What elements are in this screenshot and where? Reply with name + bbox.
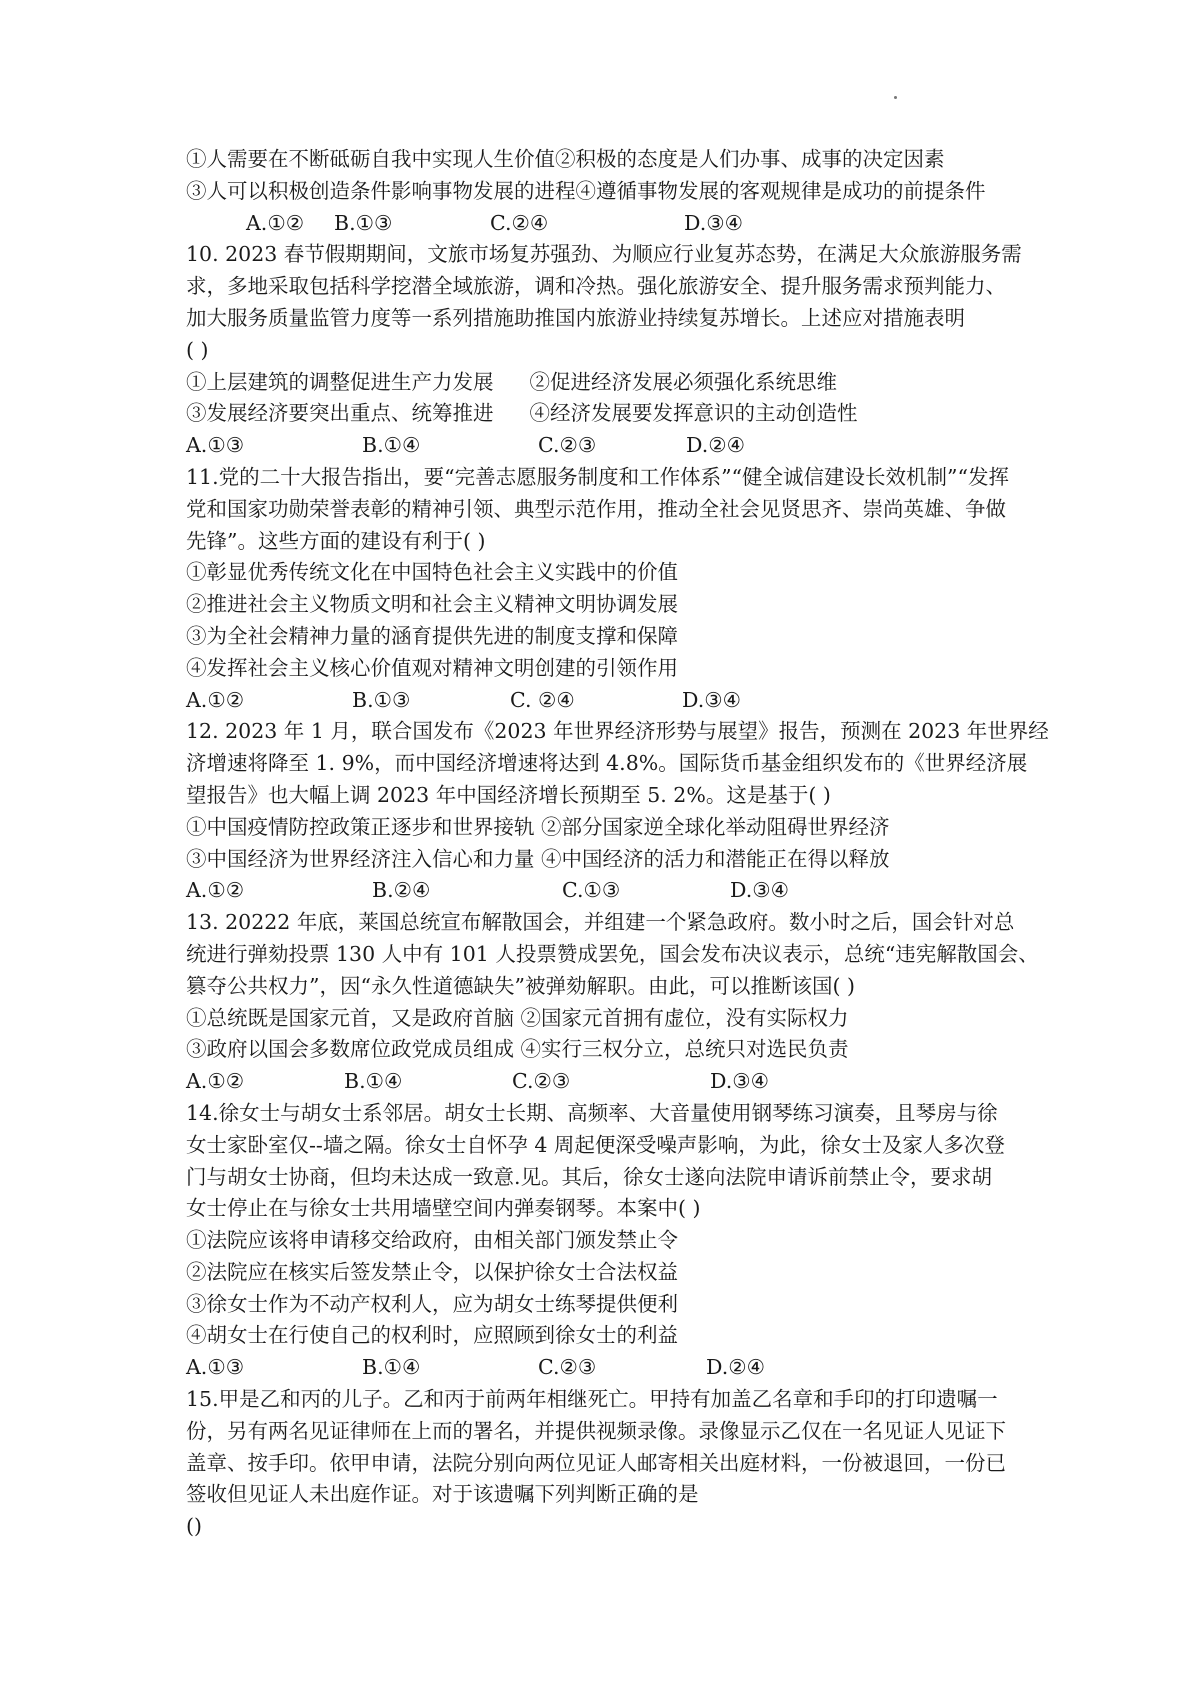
q14-stem-3: 门与胡女士协商，但均未达成一致意.见。其后，徐女士遂向法院申请诉前禁止令，要求胡: [186, 1164, 993, 1189]
q9-options: [186, 208, 1030, 240]
q10-options: [186, 430, 1030, 462]
q11-option-c: C. ②④: [510, 687, 575, 712]
q10-stem-1: 10. 2023 春节假期期间，文旅市场复苏强劲、为顺应行业复苏态势，在满足大众旅游服务需: [186, 242, 1022, 267]
q10-answer-blank: ( ): [186, 337, 209, 362]
q10-option-b: B.①④: [362, 433, 421, 458]
q12-option-c: C.①③: [562, 878, 621, 903]
q11-statement-3: ③为全社会精神力量的涵育提供先进的制度支撑和保障: [186, 623, 678, 648]
q10-statement-2: ②促进经济发展必须强化系统思维: [529, 369, 837, 394]
q14-statement-1: ①法院应该将申请移交给政府，由相关部门颁发禁止令: [186, 1228, 678, 1253]
q13-stem-2: 统进行弹劾投票 130 人中有 101 人投票赞成罢免，国会发布决议表示，总统“违宪解散国会、: [186, 941, 1039, 966]
q10-statements-row-2: [186, 398, 1030, 430]
q13-statements-row-1: ①总统既是国家元首，又是政府首脑 ②国家元首拥有虚位，没有实际权力: [186, 1005, 849, 1030]
q14-statement-3: ③徐女士作为不动产权利人，应为胡女士练琴提供便利: [186, 1291, 678, 1316]
scan-dot: [894, 96, 897, 99]
q15-answer-blank: (): [186, 1514, 202, 1539]
q15-stem-4: 签收但见证人未出庭作证。对于该遗嘱下列判断正确的是: [186, 1482, 699, 1507]
q14-stem-2: 女士家卧室仅--墙之隔。徐女士自怀孕 4 周起便深受噪声影响，为此，徐女士及家人多次登: [186, 1132, 1005, 1157]
q11-stem-2: 党和国家功勋荣誉表彰的精神引领、典型示范作用，推动全社会见贤思齐、崇尚英雄、争做: [186, 496, 1006, 521]
q12-option-a: A.①②: [186, 878, 245, 903]
q14-stem-1: 14.徐女士与胡女士系邻居。胡女士长期、高频率、大音量使用钢琴练习演奏，且琴房与徐: [186, 1100, 998, 1125]
q10-stem-3: 加大服务质量监管力度等一系列措施助推国内旅游业持续复苏增长。上述应对措施表明: [186, 305, 965, 330]
q14-option-d: D.②④: [706, 1355, 765, 1380]
q11-stem-3: 先锋”。这些方面的建设有利于( ): [186, 528, 486, 553]
q9-option-d: D.③④: [684, 210, 743, 235]
q12-option-d: D.③④: [730, 878, 789, 903]
q9-option-a: A.①②: [246, 210, 305, 235]
q9-statement-2: ③人可以积极创造条件影响事物发展的进程④遵循事物发展的客观规律是成功的前提条件: [186, 178, 986, 203]
q10-statement-4: ④经济发展要发挥意识的主动创造性: [529, 401, 858, 426]
q9-statement-1: ①人需要在不断砥砺自我中实现人生价值②积极的态度是人们办事、成事的决定因素: [186, 147, 945, 171]
q12-option-b: B.②④: [372, 878, 431, 903]
q14-statement-4: ④胡女士在行使自己的权利时，应照顾到徐女士的利益: [186, 1323, 678, 1348]
q10-statements-row-1: [186, 367, 1030, 399]
q10-stem-2: 求，多地采取包括科学挖潜全域旅游，调和冷热。强化旅游安全、提升服务需求预判能力、: [186, 274, 1006, 299]
q14-option-c: C.②③: [538, 1355, 597, 1380]
q10-option-c: C.②③: [538, 433, 597, 458]
q13-option-a: A.①②: [186, 1069, 245, 1094]
q11-statement-1: ①彰显优秀传统文化在中国特色社会主义实践中的价值: [186, 560, 678, 585]
q14-option-b: B.①④: [362, 1355, 421, 1380]
q13-option-b: B.①④: [344, 1069, 403, 1094]
q12-options: [186, 875, 1030, 907]
q11-option-d: D.③④: [682, 687, 741, 712]
q13-statements-row-2: ③政府以国会多数席位政党成员组成 ④实行三权分立，总统只对选民负责: [186, 1037, 849, 1062]
q13-stem-3: 篡夺公共权力”，因“永久性道德缺失”被弹劾解职。由此，可以推断该国( ): [186, 973, 855, 998]
q12-stem-3: 望报告》也大幅上调 2023 年中国经济增长预期至 5. 2%。这是基于( ): [186, 782, 831, 807]
q12-statements-row-2: ③中国经济为世界经济注入信心和力量 ④中国经济的活力和潜能正在得以释放: [186, 846, 890, 871]
q14-option-a: A.①③: [186, 1355, 245, 1380]
q13-stem-1: 13. 20222 年底，莱国总统宣布解散国会，并组建一个紧急政府。数小时之后，国会针对总: [186, 910, 1015, 935]
q14-statement-2: ②法院应在核实后签发禁止令，以保护徐女士合法权益: [186, 1259, 678, 1284]
q15-stem-3: 盖章、按手印。依甲申请，法院分别向两位见证人邮寄相关出庭材料，一份被退回，一份已: [186, 1450, 1006, 1475]
q12-stem-2: 济增速将降至 1. 9%，而中国经济增速将达到 4.8%。国际货币基金组织发布的《世界经济展: [186, 751, 1028, 776]
q14-stem-4: 女士停止在与徐女士共用墙壁空间内弹奏钢琴。本案中( ): [186, 1196, 701, 1221]
q10-option-d: D.②④: [686, 433, 745, 458]
q12-statements-row-1: ①中国疫情防控政策正逐步和世界接轨 ②部分国家逆全球化举动阻碍世界经济: [186, 814, 890, 839]
q9-option-c: C.②④: [490, 210, 549, 235]
q11-statement-4: ④发挥社会主义核心价值观对精神文明创建的引领作用: [186, 655, 678, 680]
q9-option-b: B.①③: [334, 210, 393, 235]
q10-option-a: A.①③: [186, 433, 245, 458]
q12-stem-1: 12. 2023 年 1 月，联合国发布《2023 年世界经济形势与展望》报告，预测在 2023 年世界经: [186, 719, 1049, 744]
q13-options: [186, 1066, 1030, 1098]
q14-options: [186, 1352, 1030, 1384]
q11-options: [186, 685, 1030, 717]
q11-option-b: B.①③: [352, 687, 411, 712]
q11-option-a: A.①②: [186, 687, 245, 712]
q15-stem-1: 15.甲是乙和丙的儿子。乙和丙于前两年相继死亡。甲持有加盖乙名章和手印的打印遗嘱一: [186, 1387, 998, 1412]
q10-statement-3: ③发展经济要突出重点、统筹推进: [186, 401, 494, 426]
q13-option-c: C.②③: [512, 1069, 571, 1094]
question-content: [186, 144, 1049, 1543]
q11-stem-1: 11.党的二十大报告指出，要“完善志愿服务制度和工作体系”“健全诚信建设长效机制”“发挥: [186, 464, 1010, 489]
q15-stem-2: 份，另有两名见证律师在上而的署名，并提供视频录像。录像显示乙仅在一名见证人见证下: [186, 1418, 1006, 1443]
q10-statement-1: ①上层建筑的调整促进生产力发展: [186, 369, 494, 394]
q13-option-d: D.③④: [710, 1069, 769, 1094]
q11-statement-2: ②推进社会主义物质文明和社会主义精神文明协调发展: [186, 592, 678, 617]
